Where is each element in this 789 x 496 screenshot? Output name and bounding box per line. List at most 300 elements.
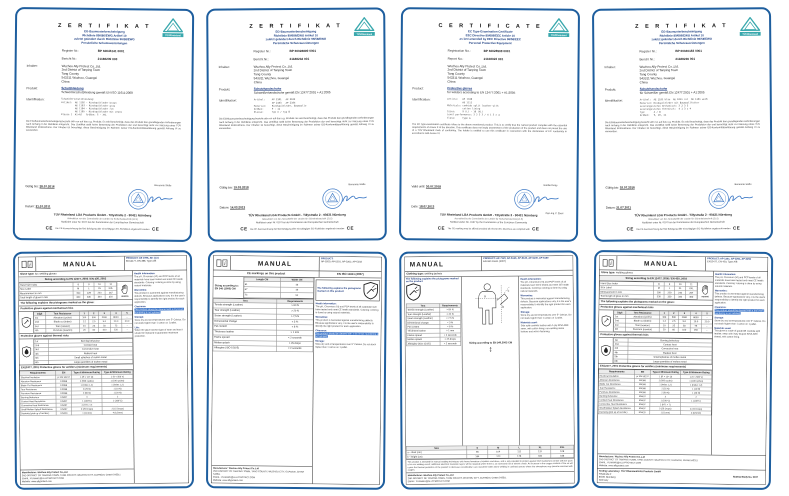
text-line: 543311 Wuzhou, Guangxi — [639, 76, 676, 81]
text-line: Manufacturer: Wuzhou Ally Protect Co.,Ltd — [407, 473, 454, 477]
certificate-card-2[interactable] — [206, 7, 387, 241]
manual-columns — [212, 277, 382, 484]
issuer-line: TÜV Rheinland LGA Products GmbH - Tillystraße 2 - 90431 Nürnberg — [53, 213, 152, 218]
table-cell: Tear (newton) — [46, 324, 80, 328]
certificate-card-1[interactable] — [13, 7, 194, 242]
table-cell: 182 — [530, 454, 551, 458]
validity-area — [606, 183, 761, 213]
table-cell: Seam strength (Leather) — [213, 313, 277, 319]
table-cell: 4 — [690, 311, 702, 315]
table-cell: < 2 seconds — [277, 336, 313, 342]
report-row — [448, 57, 568, 62]
manual-columns — [19, 270, 189, 484]
table-cell: 1 (100°C) — [650, 398, 681, 402]
table-cell: 50 — [99, 324, 111, 328]
testlab-label: Testing Laboratory: TÜV Rheinland/LGA Products GmbH — [598, 469, 661, 473]
identification-value — [640, 98, 760, 118]
table-cell: Fat content — [213, 324, 277, 330]
table-cell: 4th — [34, 352, 48, 356]
requirements-table — [20, 370, 134, 416]
text-line: zuletzt geändert durch Richtlinie 96/58/EWG — [74, 37, 135, 42]
table-cell: 8 — [654, 282, 665, 286]
section-title: Clearance: — [134, 304, 147, 308]
table-cell: 8000 — [110, 315, 122, 319]
text-line: Schutzhandschuhe — [639, 87, 668, 92]
table-cell: Flame spread — [213, 335, 277, 341]
text-line: Tang County — [639, 72, 657, 77]
table-cell: EN388 — [56, 379, 71, 383]
table-cell: 1 (V < 500 V) — [102, 374, 133, 378]
issuer-line: TÜV Rheinland LGA Products GmbH - Tillystraße 2 - 90431 Nürnberg — [248, 213, 346, 218]
text-line: Artikel: AE 1101 blau AE 1011 rot AE 1101 weiß — [639, 98, 708, 102]
ce-markings-label: CE markings on this product — [213, 270, 319, 277]
text-line: Wuzhou Ally Protect Co.,Ltd. — [61, 64, 101, 69]
section-title: Health information: — [714, 272, 737, 276]
table-cell: 1 (20 N) — [102, 390, 133, 394]
manual-title: MANUAL — [62, 259, 98, 268]
holder-row — [412, 64, 567, 85]
text-line: EMAIL: YUANWU@ALLYPROTECT.COM — [407, 479, 450, 483]
pictogram-text: The following explains the pictograms marked on this product — [317, 287, 361, 293]
table-cell: 2 — [669, 311, 679, 315]
table-cell: - — [702, 315, 713, 319]
table-cell: Total length of glove in mm — [19, 295, 73, 300]
table-cell: Thickness leather — [406, 329, 439, 333]
info-section — [715, 273, 766, 288]
validity-area — [219, 183, 374, 213]
table-cell: 190 — [73, 291, 84, 295]
table-cell: 3rd — [614, 323, 626, 327]
section-title: Health information: — [134, 272, 156, 275]
table-cell: 1 (11mm) — [72, 411, 103, 415]
certificate-seal-signature — [121, 187, 180, 212]
book-info-icon — [600, 256, 618, 270]
section-title: Life: — [134, 325, 140, 329]
info-section — [521, 321, 572, 333]
table-cell: 2 (60 N) — [650, 390, 681, 394]
report-label: Bericht Nr.: — [61, 56, 78, 61]
manual-card-2[interactable] — [206, 250, 387, 490]
text-line: AE 1112 — [447, 101, 473, 105]
table-cell: Dexterity (pick up of rod dia.) — [20, 411, 56, 415]
table-cell: Type A Minimum Rating — [71, 370, 102, 374]
identification-row — [219, 98, 374, 115]
section-title: Storage: — [134, 315, 144, 319]
table-cell: Abrasion (cycles) — [46, 315, 80, 319]
table-cell: EN388 — [56, 387, 71, 391]
welder-pictogram — [406, 283, 421, 301]
ce-line — [220, 225, 375, 231]
table-cell: 10.0 — [110, 319, 122, 323]
table-cell: 2.5 — [669, 319, 679, 323]
table-cell: 500 — [89, 315, 99, 319]
table-cell: 10 — [659, 323, 669, 327]
table-cell: - — [122, 323, 133, 327]
seal-area — [698, 183, 761, 211]
table-cell: 2 (15 Drops) — [102, 406, 133, 410]
table-cell: 2 (25 N) — [650, 386, 681, 390]
thermal-title: Protective gloves against thermal risks — [19, 333, 133, 339]
table-cell: 1.2 — [659, 319, 669, 323]
manual-main-column — [212, 277, 315, 484]
table-cell: 100 — [678, 328, 690, 332]
table-cell: Convective Heat Resistance — [20, 403, 56, 407]
table-cell: EN420 — [634, 410, 650, 414]
manual-header — [213, 256, 381, 272]
ce-mark: CE — [346, 225, 355, 231]
table-cell: Measurement in mm — [19, 291, 73, 296]
table-cell: < 8 % — [440, 324, 461, 328]
document-wrapper — [597, 12, 768, 236]
report-value: 21188239 001 — [675, 57, 696, 61]
text-line: 2ND DISTRICT OF TANPING TOWN, TANG COUNTY, WUZHOU CITY, GUANGXI, CHINA 543311 — [21, 473, 121, 477]
text-line: Wuzhou Ally Protect Co.,Ltd. — [447, 64, 487, 69]
mechanical-block — [19, 311, 133, 334]
text-line: Manufacturer: Wuzhou Ally Protect Co.,Ltd — [213, 466, 259, 470]
table-cell: pr EN 50237 — [57, 375, 70, 379]
section-text: The pH, Chromium (VI) and PCP levels of all materials have been tested and meet CE health standards. Coloring: coloring is done by using natural materials. — [134, 274, 183, 287]
table-cell: 1 (100 cycles) — [681, 379, 712, 383]
table-cell: 1 (V < 500 V) — [681, 374, 712, 378]
section-text: Store dry and at temperatures over 5° Celsius. Do not stack higher than 1 carton on 1 pallet. — [315, 342, 376, 349]
accreditation-line: Accredited by the Zentralstelle der Länder für Sicherheitstechnik (ZLS) — [454, 217, 523, 221]
validity-area — [411, 183, 566, 213]
table-cell: 49 — [280, 287, 313, 293]
table-cell: 1 (R > 10⁵ Ω) — [650, 374, 681, 378]
table-cell: 2nd — [614, 319, 626, 323]
table-cell: 3 (25 Drops) — [72, 407, 103, 411]
table-cell: > 80 N — [277, 303, 313, 309]
table-cell: 229 — [664, 290, 675, 294]
table-cell: Type B Minimum Rating — [681, 370, 712, 375]
table-cell: 1 (100°C) — [72, 399, 103, 403]
section-text: The pH, Chromium (VI) and PCP levels of all materials have been tested and meet CE health standards. Coloring: coloring is done by using natural materials. — [714, 275, 764, 288]
text-line: 543311 Wuzhou, Guangxi — [253, 76, 290, 81]
text-line: Schweißerschutzkleidung gemäß EN ISO 11611:2008 — [61, 90, 133, 95]
info-section — [315, 302, 379, 314]
validity-area — [25, 183, 180, 214]
thermal-block — [19, 338, 133, 365]
table-cell: XL — [94, 286, 105, 290]
table-cell: 46 — [280, 282, 313, 288]
certificate-title: Z E R T I F I K A T — [58, 22, 152, 30]
text-line: Typ: A / B — [639, 111, 661, 114]
table-cell: < 2 seconds — [440, 333, 461, 337]
table-cell: Digit — [34, 312, 46, 316]
table-cell: < 2 seconds — [277, 346, 313, 352]
manual-columns — [405, 276, 574, 446]
ce-line — [606, 225, 761, 231]
manual-document — [597, 255, 768, 485]
table-cell: 100 — [80, 315, 90, 319]
text-line: Klasse 1 A1+A2 Größen: S - XXL — [61, 113, 107, 117]
table-cell: 61 — [244, 281, 281, 287]
table-cell: Hand Size Index — [600, 281, 654, 286]
table-cell: < 3 % — [440, 320, 461, 324]
info-section — [134, 288, 185, 303]
table-cell: 75 — [110, 324, 122, 328]
table-cell: 1 — [79, 311, 89, 315]
identification-value — [254, 98, 374, 114]
manual-title: MANUAL — [409, 260, 444, 268]
manual-sidebar — [519, 276, 574, 445]
text-line: AE 1104 - Rindspaltleder rot — [61, 107, 114, 111]
valid-value: 30.07.2018 — [425, 185, 441, 189]
text-line: Website: www.allyprotect.com — [598, 464, 629, 467]
table-cell: 9 — [664, 282, 675, 286]
product-label: Produkt: — [218, 88, 231, 92]
table-cell: 1 (10 N) — [681, 387, 712, 391]
table-cell: Type B Minimum Rating — [102, 370, 133, 374]
table-cell: 6th — [613, 359, 627, 363]
pictogram-intro: The following explains the pictograms marked on the glove: — [599, 299, 713, 306]
table-cell: Test — [406, 304, 439, 308]
table-cell: 350 — [685, 295, 697, 299]
table-cell: Radiant heat — [628, 351, 712, 356]
certificate-document — [404, 12, 575, 236]
register-value: BP 60028899 0001 — [289, 49, 317, 54]
document-wrapper — [404, 255, 575, 484]
text-line: Tang County — [447, 72, 465, 76]
shield-hammer-icon — [599, 310, 614, 332]
report-row — [62, 57, 182, 62]
product-row — [219, 87, 374, 96]
manual-document — [404, 255, 575, 484]
manual-card-1[interactable] — [13, 250, 194, 490]
info-section — [521, 310, 572, 319]
text-line: EEC Directive 89/686/EEC Article 10 — [465, 34, 515, 38]
manual-card-3[interactable] — [399, 250, 580, 489]
document-wrapper — [18, 255, 189, 484]
text-line: 2ND DISTRICT OF TANPING TOWN, TANG COUNTY, WUZHOU CITY, GUANGXI, CHINA 543311 — [407, 476, 507, 480]
identification-label: Identification: — [412, 98, 431, 102]
table-cell: Puncture (newton) — [46, 328, 80, 332]
text-line: AE 1105 - Rindspaltleder mit Jeans — [61, 110, 122, 114]
certificate-body-text: The EC type-examination certificate refers to the above mentioned product. This is to certify that the named product complies with the essential requirements of Annex II of the directive. This certificate does not imply assessment of the production of the product and does not permit the use of a TÜV Rheinland mark of conformity. The holder is entitled to use this certificate in connection with the declaration of EC conformity in accordance with Annex VI. — [411, 123, 568, 136]
section-title: Warranties: — [315, 315, 329, 319]
table-cell: Dimensional change — [406, 320, 439, 324]
table-cell: Contact heat — [48, 343, 132, 348]
valid-value: 18.07.2016 — [619, 186, 635, 190]
info-section — [520, 277, 571, 292]
date-label: Date: — [411, 205, 419, 209]
text-line: Germany — [598, 478, 609, 482]
document-wrapper — [211, 12, 382, 236]
table-cell: Puncture (newton) — [625, 327, 659, 332]
text-line: EG-Baumusterbescheinigung — [84, 30, 125, 34]
product-label: Product: — [412, 87, 424, 91]
text-line: Persönliche Schutzausrüstungen — [272, 41, 319, 45]
table-cell: Convective heat — [48, 347, 132, 352]
product-row — [26, 87, 181, 96]
table-cell: 2 — [89, 311, 99, 315]
section-title: Storage: — [520, 310, 530, 314]
seal-area — [503, 184, 566, 215]
certificate-card-4[interactable] — [592, 7, 773, 242]
table-cell: Test Resistance — [626, 310, 660, 315]
section-title: Clearance: — [714, 305, 727, 309]
table-cell: 128 — [551, 449, 574, 453]
table-cell: < 3 % — [277, 319, 313, 325]
text-line: Protective gloves — [447, 87, 473, 91]
table-cell: 2 (25 N) — [71, 387, 102, 391]
table-cell: 5 — [122, 311, 133, 315]
register-row — [448, 49, 568, 54]
table-cell: Small Molten Splash Resistance — [598, 406, 634, 410]
table-cell: < 8 % — [277, 325, 313, 331]
identification-row — [26, 98, 181, 118]
text-line: Größen: 9 - 11 — [253, 108, 281, 111]
certificate-seal-signature — [702, 186, 761, 211]
product-value — [61, 87, 181, 96]
valid-until — [411, 185, 441, 188]
notified-body-number: Notified Body No. 0197 — [732, 475, 758, 479]
manual-columns — [598, 270, 768, 455]
section-text: The pH, Chromium (VI) and PCP levels of all materials have been tested and meet CE health standards. Coloring: coloring is done by using natural materials. — [520, 280, 569, 293]
text-line: AP 2103 AP 2104 — [253, 101, 296, 105]
issue-date — [411, 205, 434, 208]
table-cell: 3 — [650, 394, 681, 398]
table-cell: Test — [213, 299, 277, 304]
table-cell: pr EN 50237 — [636, 374, 649, 378]
table-cell: Small splashes of molten metal — [48, 355, 132, 360]
table-cell: EN407 — [635, 398, 651, 402]
testing-laboratory-row — [597, 468, 765, 484]
table-cell: 2 (HTI > 7) — [72, 403, 103, 407]
table-cell: 3 — [679, 311, 691, 315]
table-cell: 1 (index 1,2) — [102, 382, 133, 386]
text-line: Leistungsstufen mechanisch: 3 2 3 3 — [639, 104, 689, 108]
clothing-type-label: Clothing type: — [406, 272, 424, 276]
table-cell: 176 — [509, 454, 530, 458]
text-line: 543311 Wuzhou, Guangxi — [447, 76, 483, 80]
notified-line: Notified under No. 0197 by the Commission of the European Community — [450, 221, 528, 225]
table-cell: 267 — [685, 291, 697, 295]
holder-address — [61, 64, 181, 85]
text-line: EMAIL: YUANWU@ALLYPROTECT.COM — [599, 461, 641, 465]
identification-label: Identifikation: — [604, 99, 624, 103]
table-cell: 330 — [73, 295, 84, 299]
sizes-table — [406, 445, 574, 459]
ce-text: Die CE-Kennzeichnung darf bei Befolgung aller einschlägigen EG-Richtlinien angebracht werden — [55, 226, 150, 231]
notified-body-caption: Notified body — [543, 184, 558, 188]
table-cell: S — [467, 446, 488, 450]
ce-mark: CE — [732, 225, 741, 231]
register-value: BP 60046141 0001 — [97, 49, 125, 54]
certificate-seal-signature — [507, 187, 566, 212]
text-line: cotton lining — [447, 107, 481, 111]
table-cell: > 1 mm — [277, 330, 313, 336]
notified-body-caption: Benannte Stelle — [734, 183, 752, 187]
tests-column — [405, 277, 463, 446]
valid-value: 19.03.2018 — [233, 186, 249, 190]
table-cell: 4th — [614, 327, 626, 331]
table-cell: Convective Heat Resistance — [598, 402, 634, 406]
text-line: Schutzkleidung — [61, 87, 84, 91]
ce-text: The CE marking may be affixed provided all relevant EC directives are complied with — [447, 226, 530, 231]
table-cell: Large quantities of molten metal — [48, 359, 132, 364]
table-cell: XXL — [105, 286, 117, 290]
thermal-title: Protective gloves against thermal risks — [599, 332, 713, 339]
text-line: for welders according to EN 12477:2001 + A1:2005 — [447, 91, 516, 95]
text-line: Leistungsstufen thermisch: 4 1 3 x 4 — [639, 107, 692, 111]
identification-label: Identifikation: — [26, 97, 45, 102]
date-label: Datum: — [25, 205, 35, 209]
table-cell: 20.0 — [702, 320, 713, 324]
requirements-title: EN12477, 2001 Protective gloves for welders (minimum requirements) — [599, 364, 713, 371]
table-cell: Tensile strength (Leather) — [406, 308, 439, 312]
identification-value — [61, 98, 181, 118]
section-text: This product is warranted against manufacturing defects. Because applications vary, it is the user's responsibility to identify the right product for each application. — [315, 318, 374, 328]
manufacturer-block — [212, 465, 313, 484]
hand-sizing-icon — [117, 282, 133, 299]
table-cell: EN407 — [56, 407, 71, 411]
issuer-line: TÜV Rheinland LGA Products GmbH - Tillystraße 2 - 90431 Nürnberg — [634, 213, 733, 218]
table-cell: 188 — [551, 453, 574, 457]
product-value — [254, 87, 374, 95]
table-cell: Tear (newton) — [625, 323, 659, 328]
shield-flame-icon — [599, 337, 614, 363]
tuv-rheinland-logo — [162, 18, 184, 38]
text-line: EN ISO 11611 (2007) — [483, 260, 506, 264]
table-cell: 2nd — [614, 342, 628, 346]
table-cell: Tensile strength (Leather) — [213, 303, 277, 309]
text-line: Tang County — [253, 72, 272, 77]
manual-sidebar — [313, 278, 382, 485]
table-cell: Total length of glove in mm — [599, 294, 653, 299]
text-line: Schweißerschutzkleidung: — [61, 98, 95, 102]
table-cell: 9 — [84, 282, 95, 286]
ce-mark: CE — [437, 225, 446, 231]
table-cell: EN420 — [56, 411, 71, 415]
ce-mark: CE — [240, 226, 248, 232]
manual-sidebar — [133, 270, 189, 483]
section-text: This product is warranted against manufacturing defects. Because applications vary, it is the user's responsibility to identify the right product for each application. — [520, 296, 571, 309]
table-cell: Size — [406, 446, 467, 451]
section-title: Storage: — [315, 339, 325, 343]
table-cell: 100 — [99, 328, 111, 332]
valid-until — [606, 186, 635, 189]
document-wrapper — [404, 12, 575, 236]
section-text: Store dry and at temperatures over 5° Celsius. Do not stack higher than 1 carton on 1 pallet. — [520, 313, 572, 320]
testing-laboratory — [599, 470, 661, 483]
table-cell: - — [702, 324, 713, 328]
report-label: Bericht Nr.: — [639, 57, 655, 62]
text-line: AP-5200, AP-5201, AP-5202, AP-5203 — [320, 260, 362, 264]
table-cell: 1 (10 N) — [102, 386, 133, 390]
table-cell: > 7,5 N — [440, 316, 461, 320]
certificate-subtitle — [27, 30, 182, 47]
certificate-body-text: Die EG-Baumusterbescheinigung bezieht sich nur auf das o.g. Produkt. Es wird bescheinigt, dass das Produkt den grundlegenden Anforderungen nach Anhang II der Richtlinie entspricht. Das Zertifikat stellt keine Bewertung der Produktion dar und berechtigt nicht zur Nutzung eines TÜV Rheinland Prüfzeichens. Der Inhaber ist berechtigt, diese Bescheinigung im Rahmen seiner EG-Konformitätserklärung gemäß Anhang VI zu verwenden. — [25, 119, 182, 132]
section-title: Warranties: — [134, 288, 147, 292]
info-section — [520, 294, 571, 309]
table-cell: 2.5 — [89, 320, 99, 324]
table-cell: Afterglow (ISO 15025) — [213, 346, 277, 352]
manual-header — [19, 256, 187, 272]
section-text: This product is warranted against manufacturing defects. Because applications vary, it is the user's responsibility to identify the right product for each application. — [134, 291, 185, 304]
certificate-card-3[interactable] — [399, 7, 580, 242]
manual-card-4[interactable] — [592, 250, 773, 490]
table-cell: 25 — [89, 324, 99, 328]
table-cell: Test Resistance — [45, 311, 79, 315]
table-cell: XL — [530, 445, 551, 449]
section-text: This product is warranted against manufacturing defects. Because applications vary, it is the user's responsibility to identify the right product for each application. — [714, 292, 766, 304]
text-line: PRODUCT: AP-7120, AP-5120, AP-5130, AP-5140, AP-5150 — [483, 257, 549, 261]
testlab-address — [599, 473, 661, 483]
table-cell: 60 — [669, 328, 679, 332]
table-cell: Tear Resistance — [20, 387, 56, 391]
table-cell: Puncture Resistance — [20, 391, 56, 395]
